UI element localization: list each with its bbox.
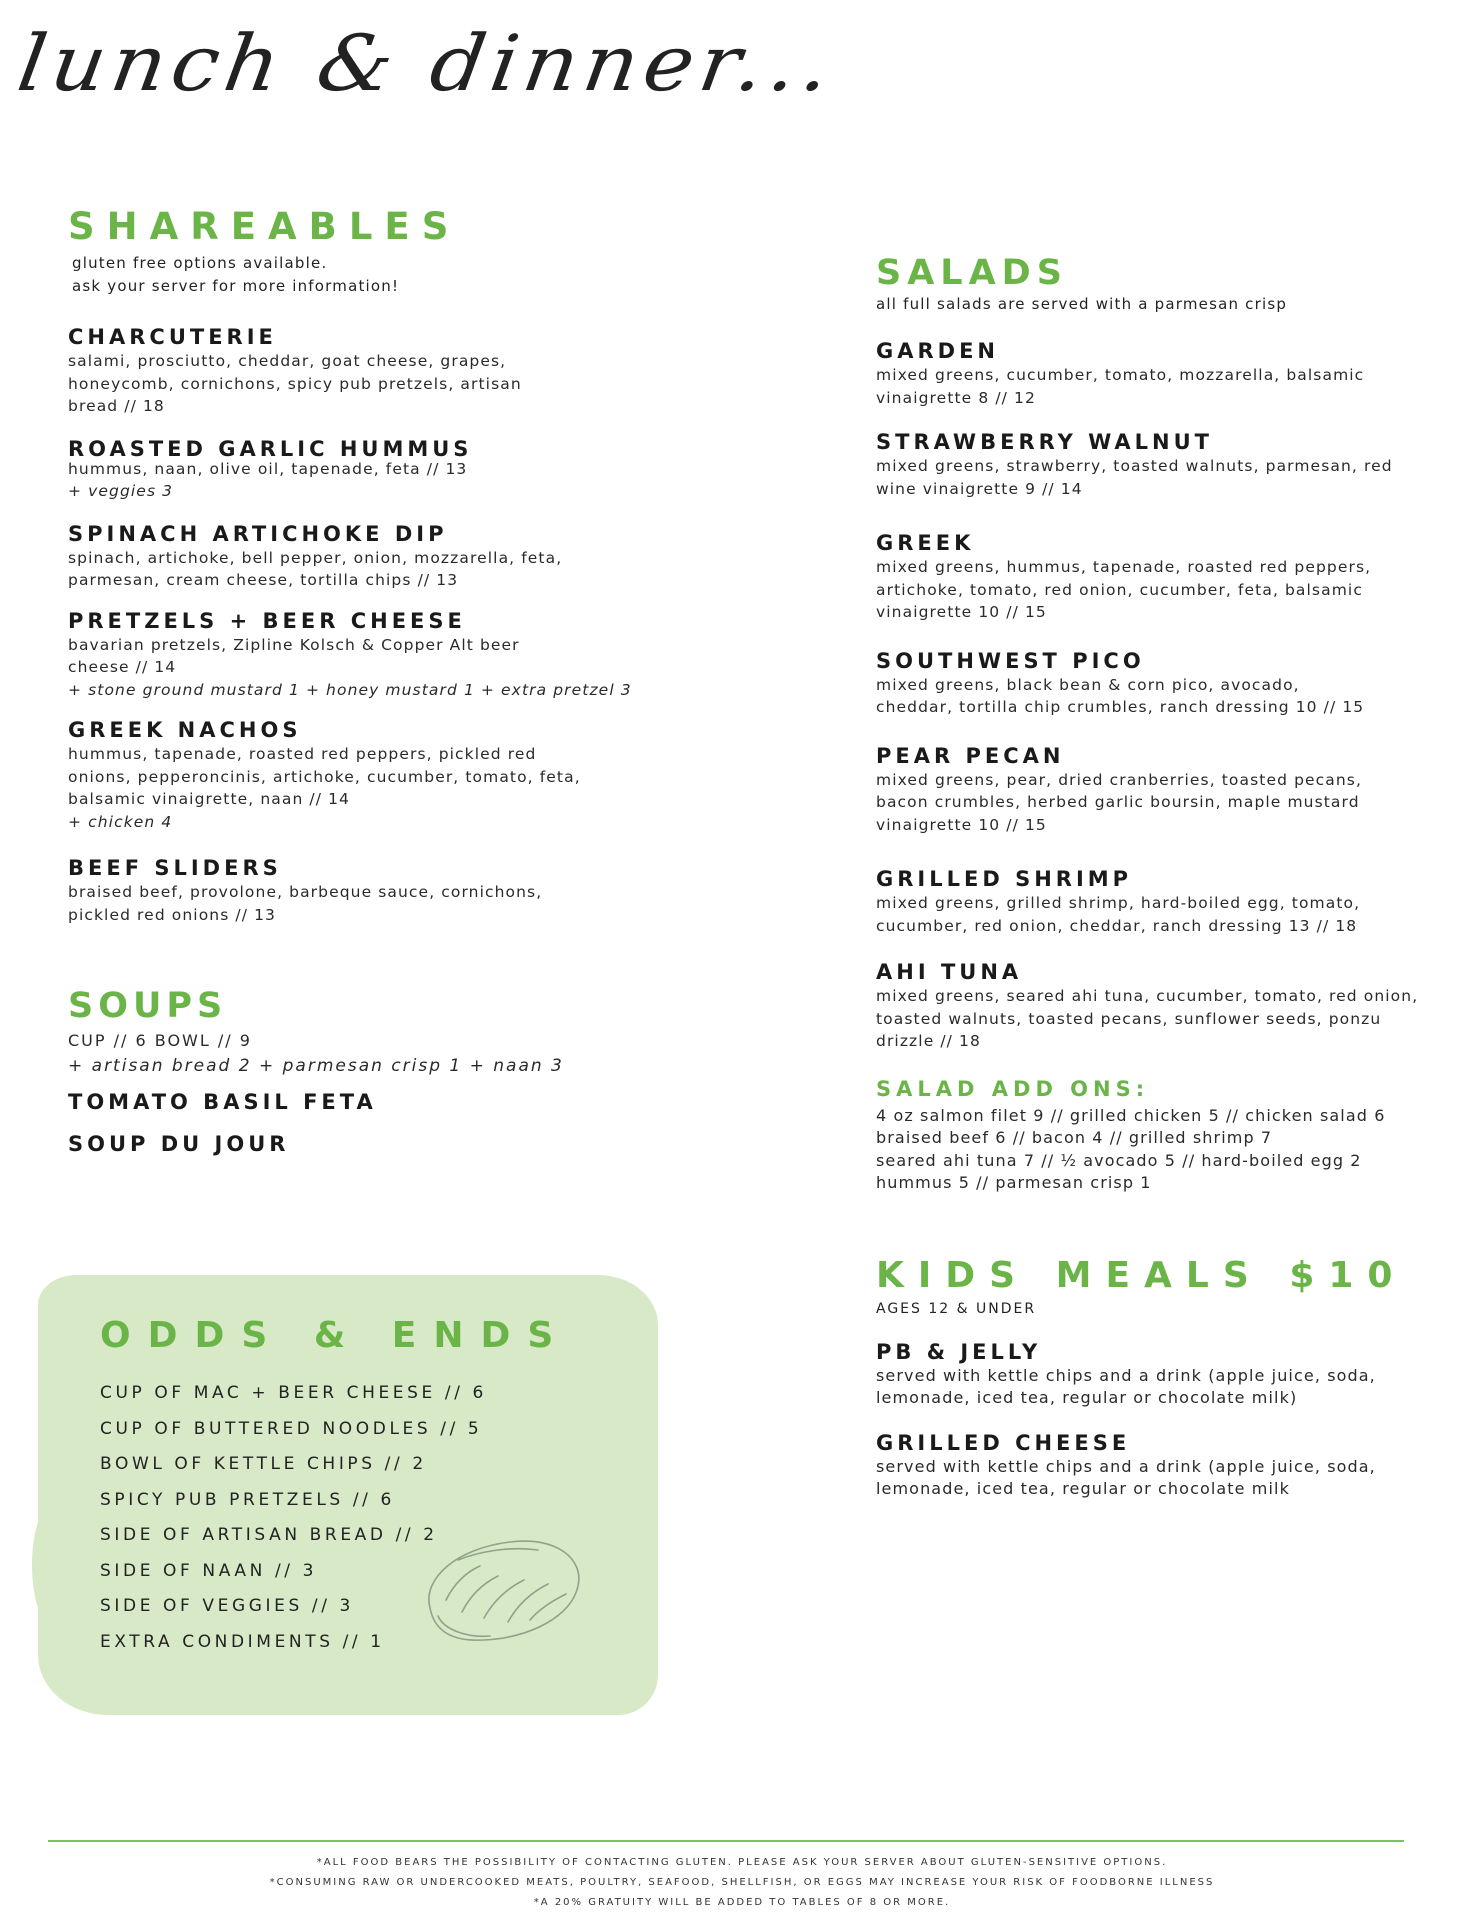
addon-line: hummus 5 // parmesan crisp 1 [876, 1173, 1152, 1192]
addon-line: seared ahi tuna 7 // ½ avocado 5 // hard-boiled egg 2 [876, 1150, 1362, 1170]
item-desc: mixed greens, seared ahi tuna, cucumber, tomato, red onion, [876, 987, 1419, 1005]
salads-list [876, 338, 1446, 1053]
item-desc: parmesan, cream cheese, tortilla chips // 13 [68, 571, 459, 589]
item-desc: cheddar, tortilla chip crumbles, ranch dressing 10 // 15 [876, 698, 1365, 716]
item-name: GRILLED CHEESE [876, 1430, 1131, 1455]
item-name: ROASTED GARLIC HUMMUS [68, 436, 473, 461]
menu-title: lunch & dinner... [12, 18, 842, 109]
list-item [876, 743, 1446, 837]
item-desc: hummus, naan, olive oil, tapenade, feta // 13 [68, 459, 468, 478]
shareables-list [68, 324, 668, 926]
item-desc: served with kettle chips and a drink (apple juice, soda, [876, 1456, 1376, 1476]
item-desc: spinach, artichoke, bell pepper, onion, mozzarella, feta, [68, 548, 563, 567]
shareables-subtitle-1: gluten free options available. [72, 254, 328, 272]
item-name: PEAR PECAN [876, 743, 1065, 768]
list-item: CUP OF MAC + BEER CHEESE // 6 [100, 1383, 487, 1403]
item-name: BEEF SLIDERS [68, 856, 282, 880]
item-desc: pickled red onions // 13 [68, 905, 277, 924]
item-desc: lemonade, iced tea, regular or chocolate milk) [876, 1388, 1298, 1407]
list-item [68, 608, 668, 702]
list-item [876, 648, 1446, 719]
footer-notes [0, 1853, 1484, 1913]
item-name: PB & JELLY [876, 1339, 1042, 1364]
list-item: CUP OF BUTTERED NOODLES // 5 [100, 1418, 483, 1439]
list-item [68, 436, 668, 503]
list-item: SIDE OF NAAN // 3 [100, 1560, 318, 1581]
item-desc: vinaigrette 8 // 12 [876, 388, 1036, 407]
kids-heading: KIDS MEALS $10 [876, 1254, 1407, 1296]
item-desc: onions, pepperoncinis, artichoke, cucumber, tomato, feta, [68, 767, 581, 786]
salad-addons-heading: SALAD ADD ONS: [876, 1076, 1150, 1101]
item-name: GREEK NACHOS [68, 718, 302, 742]
item-name: GRILLED SHRIMP [876, 867, 1133, 891]
item-desc: mixed greens, strawberry, toasted walnuts, parmesan, red [876, 457, 1393, 475]
kids-section [876, 1255, 1446, 1501]
footer-divider [48, 1840, 1404, 1842]
item-desc: wine vinaigrette 9 // 14 [876, 479, 1083, 498]
item-desc: bacon crumbles, herbed garlic boursin, maple mustard [876, 793, 1360, 811]
list-item [876, 1339, 1446, 1410]
item-desc: served with kettle chips and a drink (apple juice, soda, [876, 1365, 1376, 1385]
footer-note: *ALL FOOD BEARS THE POSSIBILITY OF CONTACTING GLUTEN. PLEASE ASK YOUR SERVER ABOUT GLUTEN-SENSITIVE OPTIONS. [316, 1857, 1168, 1868]
bread-loaf-icon [418, 1530, 588, 1650]
item-desc: mixed greens, pear, dried cranberries, toasted pecans, [876, 770, 1362, 789]
list-item: SIDE OF ARTISAN BREAD // 2 [100, 1525, 438, 1545]
item-name: CHARCUTERIE [68, 325, 277, 349]
addon-line: 4 oz salmon filet 9 // grilled chicken 5 // chicken salad 6 [876, 1105, 1386, 1125]
item-desc: mixed greens, black bean & corn pico, avocado, [876, 675, 1300, 694]
list-item [876, 429, 1446, 500]
right-column [876, 253, 1446, 1501]
item-desc: bread // 18 [68, 397, 165, 415]
soup-addons: + artisan bread 2 + parmesan crisp 1 + naan 3 [68, 1055, 564, 1076]
item-desc: hummus, tapenade, roasted red peppers, pickled red [68, 745, 537, 763]
odds-ends-heading: ODDS & ENDS [100, 1315, 571, 1356]
item-desc: mixed greens, cucumber, tomato, mozzarella, balsamic [876, 366, 1365, 384]
item-extra: + veggies 3 [68, 482, 174, 500]
shareables-subtitle-2: ask your server for more information! [72, 277, 400, 295]
list-item [876, 959, 1446, 1053]
item-name: PRETZELS + BEER CHEESE [68, 608, 466, 633]
list-item [876, 1430, 1446, 1501]
item-desc: mixed greens, hummus, tapenade, roasted red peppers, [876, 558, 1372, 576]
soups-heading: SOUPS [68, 986, 228, 1026]
list-item [68, 521, 668, 592]
item-desc: bavarian pretzels, Zipline Kolsch & Copper Alt beer [68, 635, 520, 654]
item-desc: honeycomb, cornichons, spicy pub pretzels, artisan [68, 374, 522, 393]
salads-subtitle: all full salads are served with a parmesan crisp [876, 295, 1288, 313]
item-desc: lemonade, iced tea, regular or chocolate milk [876, 1479, 1290, 1498]
item-desc: salami, prosciutto, cheddar, goat cheese, grapes, [68, 352, 507, 370]
salad-addons-section [876, 1077, 1446, 1195]
list-item [876, 866, 1446, 937]
list-item [68, 855, 668, 926]
list-item [68, 324, 668, 418]
item-desc: braised beef, provolone, barbeque sauce, cornichons, [68, 883, 543, 901]
item-name: STRAWBERRY WALNUT [876, 430, 1213, 454]
item-desc: toasted walnuts, toasted pecans, sunflower seeds, ponzu [876, 1009, 1382, 1028]
item-name: SOUTHWEST PICO [876, 648, 1145, 673]
item-extra: + stone ground mustard 1 + honey mustard 1 + extra pretzel 3 [68, 680, 632, 699]
soup-prices: CUP // 6 BOWL // 9 [68, 1031, 252, 1050]
item-desc: drizzle // 18 [876, 1032, 981, 1050]
list-item: EXTRA CONDIMENTS // 1 [100, 1631, 385, 1652]
item-extra: + chicken 4 [68, 812, 173, 831]
left-column [68, 205, 668, 1157]
item-desc: mixed greens, grilled shrimp, hard-boiled egg, tomato, [876, 894, 1361, 912]
item-desc: artichoke, tomato, red onion, cucumber, feta, balsamic [876, 580, 1363, 599]
item-name: SPINACH ARTICHOKE DIP [68, 521, 448, 546]
item-desc: vinaigrette 10 // 15 [876, 815, 1047, 834]
item-desc: cheese // 14 [68, 658, 177, 676]
list-item: SIDE OF VEGGIES // 3 [100, 1596, 354, 1616]
item-desc: balsamic vinaigrette, naan // 14 [68, 790, 350, 808]
kids-subtitle: AGES 12 & UNDER [876, 1300, 1037, 1317]
list-item: BOWL OF KETTLE CHIPS // 2 [100, 1454, 427, 1474]
addon-line: braised beef 6 // bacon 4 // grilled shrimp 7 [876, 1128, 1273, 1147]
soups-section [68, 986, 668, 1157]
list-item [68, 717, 668, 833]
list-item [876, 338, 1446, 409]
item-name: GARDEN [876, 339, 1000, 363]
list-item [876, 530, 1446, 624]
footer-note: *CONSUMING RAW OR UNDERCOOKED MEATS, POULTRY, SEAFOOD, SHELLFISH, OR EGGS MAY INCREASE YOUR RISK OF FOODBORNE ILLNESS [269, 1877, 1215, 1888]
list-item: SPICY PUB PRETZELS // 6 [100, 1489, 395, 1510]
item-desc: vinaigrette 10 // 15 [876, 603, 1047, 621]
item-name: AHI TUNA [876, 960, 1023, 984]
soup-item: TOMATO BASIL FETA [68, 1090, 377, 1114]
salads-heading: SALADS [876, 253, 1068, 293]
item-desc: cucumber, red onion, cheddar, ranch dressing 13 // 18 [876, 916, 1358, 935]
footer-note: *A 20% GRATUITY WILL BE ADDED TO TABLES OF 8 OR MORE. [533, 1897, 951, 1908]
item-name: GREEK [876, 531, 975, 555]
shareables-heading: SHAREABLES [68, 205, 461, 248]
soup-item: SOUP DU JOUR [68, 1132, 290, 1156]
